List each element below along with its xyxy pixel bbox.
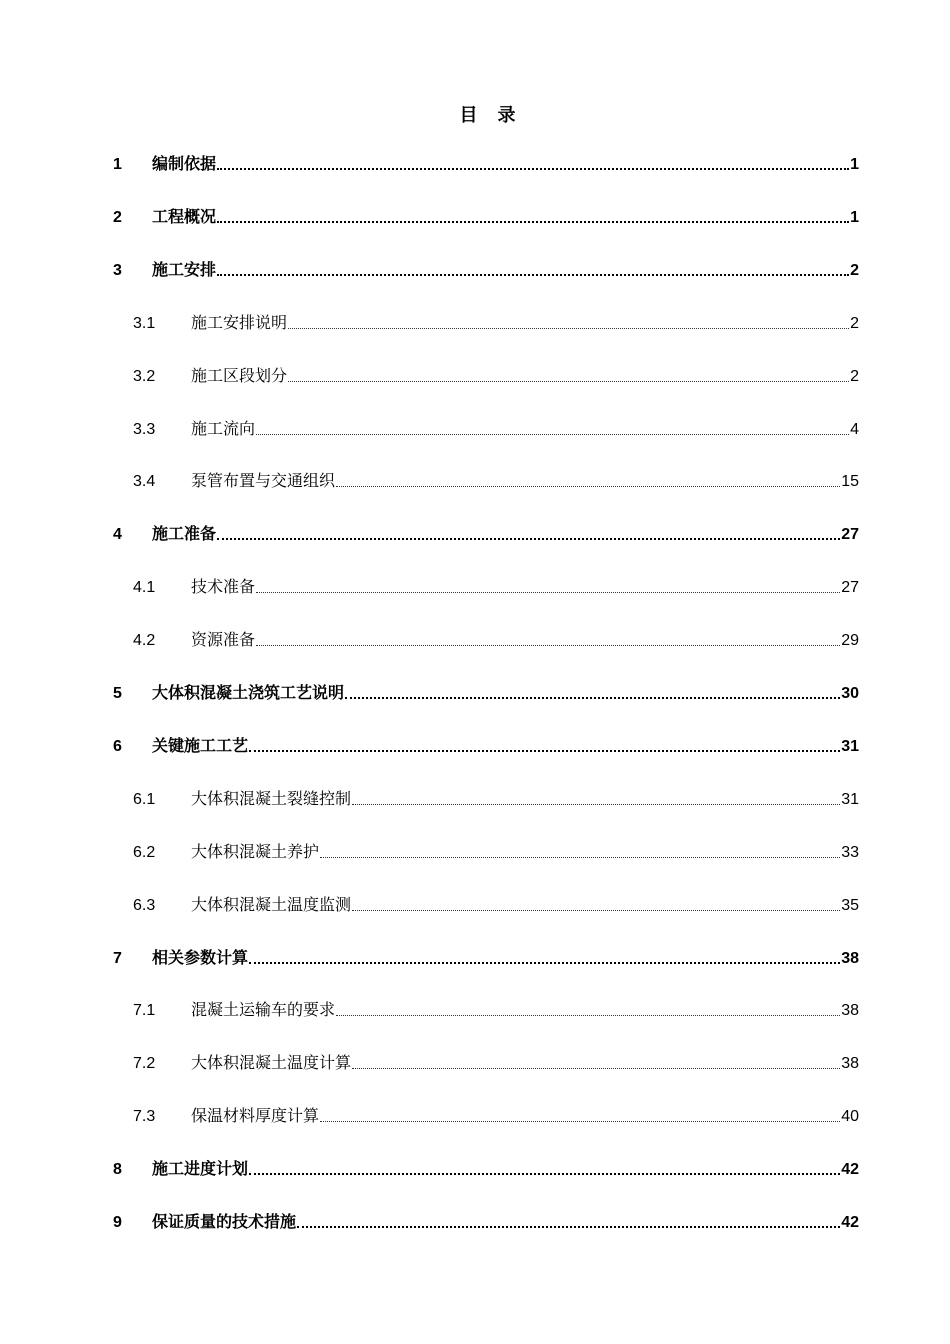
toc-entry-page-number: 38 [841,950,859,967]
toc-entry-label: 大体积混凝土温度计算 [191,1053,352,1072]
toc-entry-label: 保证质量的技术措施 [152,1212,297,1231]
toc-entry-page-number: 29 [841,632,859,649]
toc-entry-label: 大体积混凝土裂缝控制 [191,789,352,808]
toc-entry[interactable] [133,840,859,864]
toc-entry-label: 大体积混凝土温度监测 [191,895,352,914]
toc-entry-page-number: 42 [841,1161,859,1178]
toc-entry-label: 施工进度计划 [152,1159,249,1178]
toc-dot-leader [352,1055,840,1069]
toc-entry-page-number: 38 [841,1002,859,1019]
toc-dot-leader [297,1214,840,1228]
toc-entry[interactable] [113,522,859,546]
toc-entry-number: 6 [113,738,122,755]
toc-entry-number: 7.3 [133,1108,156,1125]
toc-entry-page-number: 27 [841,526,859,543]
toc-entry[interactable] [133,1104,859,1128]
toc-dot-leader [288,368,849,382]
toc-entry-page-number: 42 [841,1214,859,1231]
toc-entry[interactable] [113,258,859,282]
toc-dot-leader [320,844,840,858]
toc-entry-label: 相关参数计算 [152,948,249,967]
toc-dot-leader [256,421,849,435]
toc-entry-number: 6.3 [133,897,156,914]
toc-entry[interactable] [113,205,859,229]
toc-entry-label: 混凝土运输车的要求 [191,1000,336,1019]
toc-entry[interactable] [133,575,859,599]
toc-dot-leader [256,579,840,593]
toc-title-char-1: 目 [459,105,478,126]
toc-entry-number: 7.1 [133,1002,156,1019]
toc-entry-page-number: 31 [841,791,859,808]
toc-entry[interactable] [133,787,859,811]
toc-entry-number: 3 [113,262,122,279]
toc-entry-number: 4.2 [133,632,156,649]
toc-entry-page-number: 1 [850,209,859,226]
toc-entry-number: 3.2 [133,368,156,385]
toc-title-char-2: 录 [497,105,516,126]
toc-entry-page-number: 15 [841,473,859,490]
toc-entry-label: 泵管布置与交通组织 [191,471,336,490]
toc-entry[interactable] [133,311,859,335]
toc-entry-label: 施工准备 [152,524,217,543]
toc-dot-leader [336,473,840,487]
toc-entry[interactable] [133,469,859,493]
toc-dot-leader [336,1002,840,1016]
toc-entry[interactable] [113,946,859,970]
toc-dot-leader [249,1161,840,1175]
toc-entry[interactable] [133,628,859,652]
toc-dot-leader [256,632,840,646]
toc-entry[interactable] [133,417,859,441]
toc-entry[interactable] [133,998,859,1022]
toc-dot-leader [217,262,849,276]
toc-entry-label: 大体积混凝土养护 [191,842,320,861]
toc-entry-page-number: 35 [841,897,859,914]
toc-entry-label: 技术准备 [191,577,256,596]
toc-entry-number: 3.4 [133,473,156,490]
toc-entry-label: 施工安排 [152,260,217,279]
toc-entry-number: 5 [113,685,122,702]
toc-entry-page-number: 31 [841,738,859,755]
toc-entry-label: 大体积混凝土浇筑工艺说明 [152,683,345,702]
toc-entry[interactable] [133,893,859,917]
toc-dot-leader [249,950,840,964]
toc-dot-leader [352,791,840,805]
toc-entry-page-number: 30 [841,685,859,702]
toc-entry[interactable] [133,364,859,388]
toc-dot-leader [217,526,840,540]
toc-title [0,101,950,127]
toc-entry[interactable] [113,1157,859,1181]
toc-entry-number: 4.1 [133,579,156,596]
toc-entry-label: 工程概况 [152,207,217,226]
toc-entry-label: 施工流向 [191,419,256,438]
toc-entry-number: 7.2 [133,1055,156,1072]
toc-entry-label: 编制依据 [152,154,217,173]
toc-entry-label: 施工区段划分 [191,366,288,385]
toc-entry[interactable] [113,1210,859,1234]
toc-entry-page-number: 27 [841,579,859,596]
toc-entry-page-number: 2 [850,368,859,385]
toc-entry-number: 2 [113,209,122,226]
toc-entry-page-number: 4 [850,421,859,438]
toc-dot-leader [345,685,840,699]
toc-entry[interactable] [113,734,859,758]
toc-entry[interactable] [133,1051,859,1075]
toc-entry-number: 3.3 [133,421,156,438]
toc-entry-number: 4 [113,526,122,543]
toc-entry-label: 关键施工工艺 [152,736,249,755]
toc-entry-number: 6.2 [133,844,156,861]
toc-entry-page-number: 2 [850,315,859,332]
toc-entry-page-number: 38 [841,1055,859,1072]
toc-entry-page-number: 2 [850,262,859,279]
toc-dot-leader [288,315,849,329]
toc-entry-number: 1 [113,156,122,173]
toc-entry-number: 3.1 [133,315,156,332]
toc-entry[interactable] [113,152,859,176]
toc-entry-page-number: 1 [850,156,859,173]
toc-entry-number: 7 [113,950,122,967]
toc-entry-number: 8 [113,1161,122,1178]
toc-dot-leader [249,738,840,752]
toc-entry-number: 9 [113,1214,122,1231]
toc-entry-label: 保温材料厚度计算 [191,1106,320,1125]
toc-entry[interactable] [113,681,859,705]
toc-entry-number: 6.1 [133,791,156,808]
toc-dot-leader [217,209,849,223]
toc-entry-label: 资源准备 [191,630,256,649]
toc-dot-leader [217,156,849,170]
toc-entry-page-number: 40 [841,1108,859,1125]
toc-entry-label: 施工安排说明 [191,313,288,332]
toc-dot-leader [352,897,840,911]
toc-dot-leader [320,1108,840,1122]
toc-entry-page-number: 33 [841,844,859,861]
